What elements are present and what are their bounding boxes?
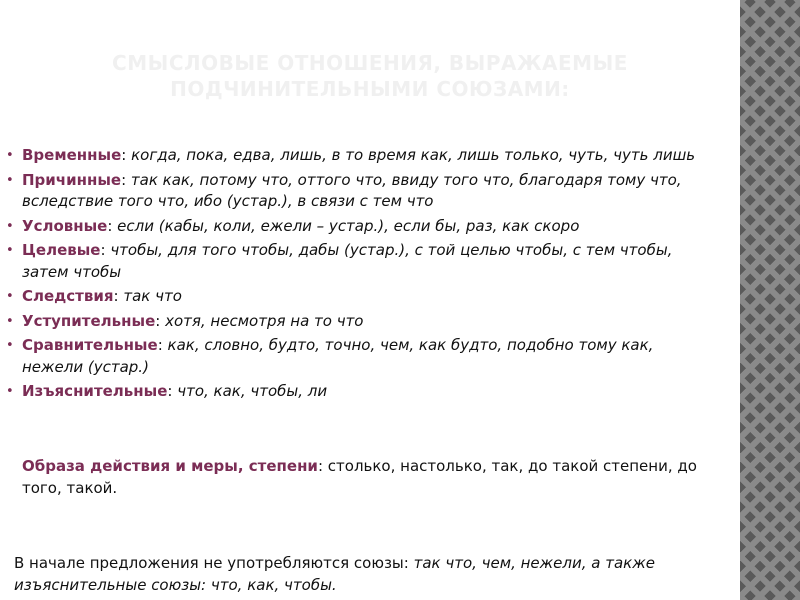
- conjunction-list: [6, 145, 706, 406]
- relation-term: Изъяснительные: [22, 382, 168, 400]
- relation-examples: как, словно, будто, точно, чем, как будто, подобно тому как, нежели (устар.): [22, 336, 654, 376]
- relation-examples: так что: [123, 287, 182, 305]
- relation-examples: так как, потому что, оттого что, ввиду того что, благодаря тому что, вследствие того что, ибо (устар.), в связи с тем что: [22, 170, 682, 210]
- note-examples: так что, чем, нежели, а также изъяснительные союзы: что, как, чтобы.: [14, 554, 655, 594]
- relation-term: Условные: [22, 216, 108, 235]
- bullet-icon: •: [6, 289, 14, 304]
- slide-title-line-1: СМЫСЛОВЫЕ ОТНОШЕНИЯ, ВЫРАЖАЕМЫЕ: [112, 51, 628, 75]
- relation-term: Сравнительные: [22, 336, 158, 354]
- relation-term: Образа действия и меры, степени: [22, 457, 318, 475]
- relation-term: Причинные: [22, 170, 122, 189]
- relation-examples: когда, пока, едва, лишь, в то время как, лишь только, чуть, чуть лишь: [131, 146, 696, 164]
- list-item: • Условные: если (кабы, коли, ежели – устар.), если бы, раз, как скоро: [6, 216, 706, 238]
- slide-title-line-2: ПОДЧИНИТЕЛЬНЫМИ СОЮЗАМИ:: [170, 77, 570, 101]
- relation-examples: столько, настолько, так, до такой степени, до того, такой.: [22, 457, 697, 497]
- list-item: • Изъяснительные: что, как, чтобы, ли: [6, 381, 706, 403]
- slide-title: [20, 50, 720, 102]
- relation-examples: если (кабы, коли, ежели – устар.), если бы, раз, как скоро: [117, 216, 580, 235]
- bullet-icon: •: [6, 338, 14, 353]
- bullet-icon: •: [6, 313, 14, 329]
- relation-term: Временные: [22, 146, 122, 164]
- usage-note: [14, 552, 714, 596]
- list-item: • Следствия: так что: [6, 286, 706, 308]
- bullet-icon: •: [6, 243, 14, 258]
- bullet-icon: •: [6, 218, 14, 234]
- note-prefix: В начале предложения не употребляются союзы:: [14, 554, 414, 572]
- list-item: • Целевые: чтобы, для того чтобы, дабы (устар.), с той целью чтобы, с тем чтобы, затем чтобы: [6, 241, 673, 281]
- list-item: • Уступительные: хотя, несмотря на то что: [6, 311, 706, 333]
- list-item: • Временные: когда, пока, едва, лишь, в то время как, лишь только, чуть, чуть лишь: [6, 145, 706, 167]
- manner-degree-item: Образа действия и меры, степени: столько, настолько, так, до такой степени, до того, такой.: [22, 457, 697, 497]
- relation-examples: что, как, чтобы, ли: [177, 382, 328, 400]
- bullet-icon: •: [6, 384, 14, 399]
- list-item: • Сравнительные: как, словно, будто, точно, чем, как будто, подобно тому как, нежели (устар.): [6, 336, 654, 376]
- relation-term: Целевые: [22, 241, 101, 259]
- relation-term: Уступительные: [22, 311, 156, 330]
- bullet-icon: •: [6, 172, 14, 188]
- bullet-icon: •: [6, 148, 14, 163]
- list-item: • Причинные: так как, потому что, оттого что, ввиду того что, благодаря тому что, вследствие того что, ибо (устар.), в связи с тем что: [6, 170, 682, 210]
- relation-term: Следствия: [22, 287, 114, 305]
- decorative-pattern-strip: [740, 0, 800, 600]
- relation-examples: чтобы, для того чтобы, дабы (устар.), с той целью чтобы, с тем чтобы, затем чтобы: [22, 241, 673, 281]
- relation-examples: хотя, несмотря на то что: [165, 311, 364, 330]
